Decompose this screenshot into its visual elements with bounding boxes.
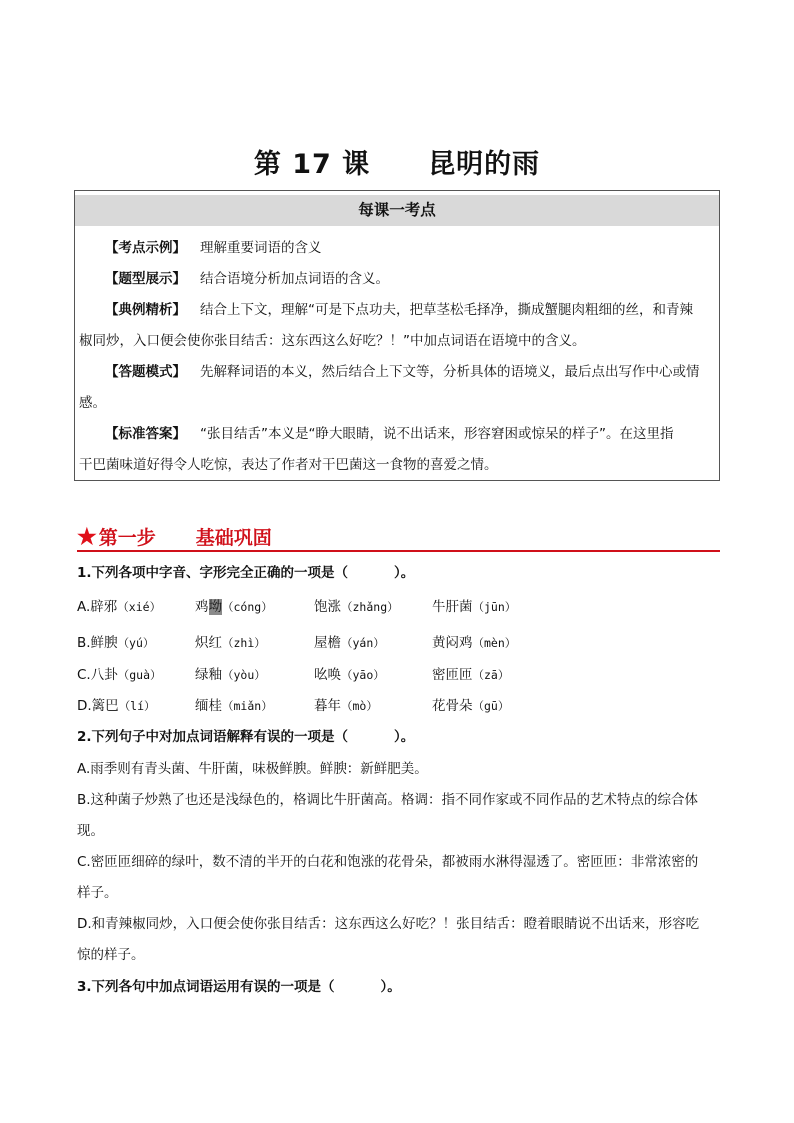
kaodian-text: 先解释词语的本义，然后结合上下文等，分析具体的语境义，最后点出写作中心或情 <box>200 364 700 380</box>
step-label: 第一步 <box>98 527 156 549</box>
kaodian-row-example <box>79 233 715 264</box>
step-heading <box>77 524 720 552</box>
question-1-stem: 1.下列各项中字音、字形完全正确的一项是（ ）。 <box>77 565 415 581</box>
kaodian-label: 【考点示例】 <box>105 240 186 256</box>
question-2-stem: 2.下列句子中对加点词语解释有误的一项是（ ）。 <box>77 729 415 745</box>
kaodian-label: 【典例精析】 <box>105 302 186 318</box>
lesson-number: 第 17 课 <box>253 149 371 180</box>
kaodian-text: 结合语境分析加点词语的含义。 <box>200 271 389 287</box>
kaodian-row-pattern <box>79 357 715 388</box>
kaodian-label: 【题型展示】 <box>105 271 186 287</box>
kaodian-text: 结合上下文，理解“可是下点功夫，把草茎松毛择净，撕成蟹腿肉粗细的丝，和青辣 <box>200 302 693 318</box>
q2-option-b-cont: 现。 <box>77 823 104 839</box>
q2-option-c-cont: 样子。 <box>77 885 118 901</box>
q2-option-d: D.和青辣椒同炒，入口便会使你张目结舌：这东西这么好吃？！张目结舌：瞪着眼睛说不出话来，形容吃 <box>77 916 700 932</box>
kaodian-row-analysis <box>79 295 715 326</box>
kaodian-row-answer <box>79 419 715 450</box>
kaodian-header: 每课一考点 <box>75 195 719 226</box>
document-page: 第 17 课 昆明的雨 每课一考点 【考点示例】 理解重要词语的含义 【题型展示】 结合语境分析加点词语的含义。 【典例精析】 结合上下文，理解“可是下点功夫，把草茎松毛择净，撕成蟹腿肉粗细的丝，和青辣 椒同炒，入口便会使你张目结舌：这东西这么好吃？！”中加点词语在语境中的含义。 【答题模式】 先解释词语的本义，然后结合上下文等，分析具体的语境义，最后点出写作中心或情 感。 【标准答案】 “张目结舌”本义是“睁大眼睛，说不出话来，形容窘困或惊呆的样子”。在这里指 干巴菌味道好得令人吃惊，表达了作者对干巴菌这一食物的喜爱之情。 ★ 第一步 基础巩固 1.下列各项中字音、字形完全正确的一项是（ ）。 A.辟邪（xié） 鸡坳（cóng） 饱涨（zhǎng） 牛肝菌（jūn） B.鲜腴（yú） 炽红（zhì） 屋檐（yán） 黄闷鸡（mèn） C.八卦（guà） 绿釉（yòu） 吆唤（yāo） 密匝匝（zā） D.篱巴（lí） 缅桂（miǎn） 暮年（mò） 花骨朵（gū） 2.下列句子中对加点词语解释有误的一项是（ ）。 A.雨季则有青头菌、牛肝菌，味极鲜腴。鲜腴：新鲜肥美。 B.这种菌子炒熟了也还是浅绿色的，格调比牛肝菌高。格调：指不同作家或不同作品的艺术特点的综合体 现。 C.密匝匝细碎的绿叶，数不清的半开的白花和饱涨的花骨朵，都被雨水淋得湿透了。密匝匝：非常浓密的 样子。 D.和青辣椒同炒，入口便会使你张目结舌：这东西这么好吃？！张目结舌：瞪着眼睛说不出话来，形容吃 惊的样子。 3.下列各句中加点词语运用有误的一项是（ ）。 <box>0 0 794 1123</box>
kaodian-text: “张目结舌”本义是“睁大眼睛，说不出话来，形容窘困或惊呆的样子”。在这里指 <box>200 426 674 442</box>
highlighted-char: 坳 <box>208 599 222 615</box>
kaodian-row-pattern-cont: 感。 <box>79 395 106 411</box>
q2-option-a: A.雨季则有青头菌、牛肝菌，味极鲜腴。鲜腴：新鲜肥美。 <box>77 761 428 777</box>
q2-option-b: B.这种菌子炒熟了也还是浅绿色的，格调比牛肝菌高。格调：指不同作家或不同作品的艺术特点的综合体 <box>77 792 699 808</box>
kaodian-row-answer-cont: 干巴菌味道好得令人吃惊，表达了作者对干巴菌这一食物的喜爱之情。 <box>79 457 498 473</box>
kaodian-text: 理解重要词语的含义 <box>200 240 322 256</box>
star-icon: ★ <box>77 524 97 550</box>
lesson-name: 昆明的雨 <box>428 149 541 180</box>
q2-option-c: C.密匝匝细碎的绿叶，数不清的半开的白花和饱涨的花骨朵，都被雨水淋得湿透了。密匝匝：非常浓密的 <box>77 854 699 870</box>
question-3-stem: 3.下列各句中加点词语运用有误的一项是（ ）。 <box>77 979 401 995</box>
kaodian-row-type <box>79 264 715 295</box>
kaodian-label: 【标准答案】 <box>105 426 186 442</box>
kaodian-row-analysis-cont: 椒同炒，入口便会使你张目结舌：这东西这么好吃？！”中加点词语在语境中的含义。 <box>79 333 586 349</box>
kaodian-box <box>74 190 720 481</box>
step-name: 基础巩固 <box>195 527 272 549</box>
page-title <box>0 142 794 181</box>
q2-option-d-cont: 惊的样子。 <box>77 947 145 963</box>
kaodian-label: 【答题模式】 <box>105 364 186 380</box>
